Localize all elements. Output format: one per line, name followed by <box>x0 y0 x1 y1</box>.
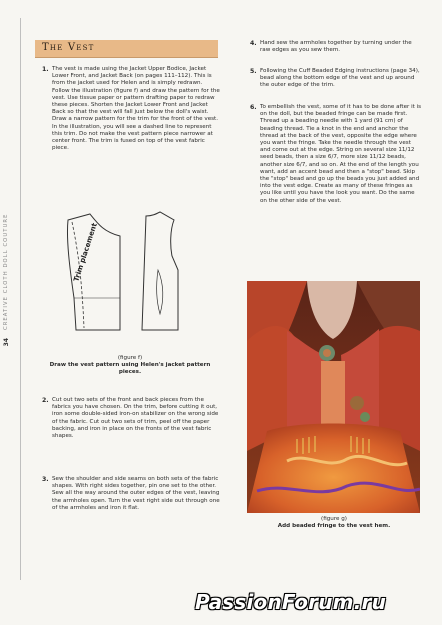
figure-f-caption <box>40 355 220 376</box>
vest-back-pattern <box>142 212 178 330</box>
running-title: CREATIVE CLOTH DOLL COUTURE <box>3 213 9 330</box>
watermark-text: PassionForum.ru <box>195 590 387 614</box>
margin-rule <box>20 18 21 580</box>
step-text: Hand sew the armholes together by turning under the raw edges as you sew them. <box>260 40 412 54</box>
step-number: 3. <box>42 476 49 483</box>
step-number: 4. <box>250 40 257 47</box>
step-text: Cut out two sets of the front and back pieces from the fabrics you have chosen. On the trim, before cutting it out, iron some double-sided iron-on stabilizer on the wrong side of the fabric. Cut out two sets of trim, peel off the paper backing, and iron in place on the fronts of the vest fabric shapes. <box>52 397 219 440</box>
doll-vest-photo <box>247 281 420 513</box>
step-number: 5. <box>250 68 257 75</box>
figure-f-label: (figure f) <box>117 355 143 361</box>
figure-f-caption-text: Draw the vest pattern using Helen's jacket pattern pieces. <box>49 362 211 375</box>
step-6 <box>250 104 422 274</box>
step-4 <box>250 40 422 62</box>
step-number: 2. <box>42 397 49 404</box>
figure-g-caption <box>246 516 422 530</box>
doll-photo-illustration <box>247 281 420 513</box>
step-5 <box>250 68 422 98</box>
step-2 <box>42 397 220 467</box>
step-1 <box>42 66 220 206</box>
step-text: Sew the shoulder and side seams on both sets of the fabric shapes. With right sides together, pin one set to the other. Sew all the way around the outer edges of the vest, leaving the armholes open. Turn the vest right side out through one of the armholes and iron it flat. <box>52 476 220 511</box>
step-3 <box>42 476 220 546</box>
step-number: 1. <box>42 66 49 73</box>
section-header <box>35 40 218 58</box>
step-text: To embellish the vest, some of it has to be done after it is on the doll, but the beaded fringe can be made first. Thread up a beading needle with 1 yard (91 cm) of beading thread. Tie a knot in the end and anchor the thread at the back of the vest, opposite the edge where you want the fringe. Take the needle through the vest and come out at the edge. String on several size 11/12 seed beads, then a size 6/7, more size 11/12 beads, another size 6/7, and so on. At the end of the length you want, add an accent bead and then a "stop" bead. Skip the "stop" bead and go up the beads you just added and into the vest edge. Create as many of these fringes as you like until you have the look you want. Do the same on the other side of the vest. <box>260 104 422 204</box>
step-text: Following the Cuff Beaded Edging instructions (page 34), bead along the bottom edge of the vest and up around the outer edge of the trim. <box>260 68 420 89</box>
figure-g-caption-text: Add beaded fringe to the vest hem. <box>277 523 391 529</box>
step-number: 6. <box>250 104 257 111</box>
step-text: The vest is made using the Jacket Upper Bodice, Jacket Lower Front, and Jacket Back (on pages 111–112). This is from the jacket used for Helen and is simply redrawn. Follow the illustration (figure f) and draw the pattern for the vest. Use tissue paper or pattern drafting paper to redraw these pieces. Shorten the Jacket Lower Front and Jacket Back so that the vest will fall just below the doll's waist. Draw a narrow pattern for the trim for the front of the vest. In the illustration, you will see a dashed line to represent this trim. Do not make the vest pattern piece narrower at center front. The trim is fused on top of the vest fabric piece. <box>52 66 220 152</box>
section-title: The Vest <box>42 42 95 53</box>
trim-placement-label: Trim placement <box>72 222 99 283</box>
page-number: 34 <box>3 338 10 347</box>
figure-g-label: (figure g) <box>321 516 347 522</box>
vest-pattern-diagram <box>48 210 218 350</box>
